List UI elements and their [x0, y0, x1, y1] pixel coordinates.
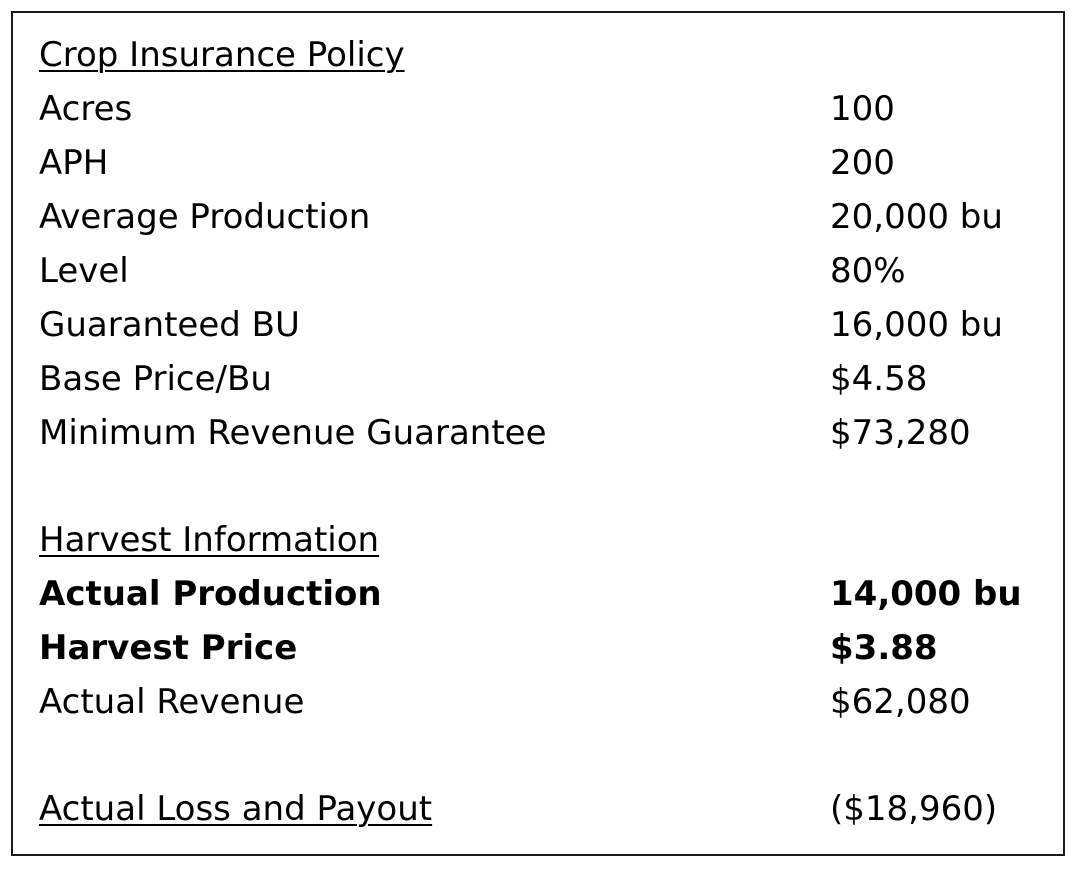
row-label: Actual Revenue: [39, 682, 305, 722]
row-value: 100: [830, 89, 895, 129]
row-value: $3.88: [830, 628, 938, 668]
row-label: Level: [39, 251, 129, 291]
row-value: 14,000 bu: [830, 574, 1022, 614]
table-row: [39, 624, 1049, 672]
harvest-heading-row: [39, 516, 1049, 564]
policy-heading: Crop Insurance Policy: [39, 35, 405, 75]
row-value: 200: [830, 143, 895, 183]
table-row: [39, 85, 1049, 133]
result-value: ($18,960): [830, 789, 998, 829]
table-row: [39, 409, 1049, 457]
row-label: APH: [39, 143, 109, 183]
row-value: $4.58: [830, 359, 928, 399]
result-row: [39, 785, 1049, 833]
table-row: [39, 139, 1049, 187]
row-label: Actual Production: [39, 574, 382, 614]
row-label: Average Production: [39, 197, 371, 237]
row-value: 80%: [830, 251, 906, 291]
table-row: [39, 355, 1049, 403]
row-label: Minimum Revenue Guarantee: [39, 413, 547, 453]
table-row: [39, 247, 1049, 295]
table-row: [39, 193, 1049, 241]
table-row: [39, 301, 1049, 349]
row-label: Harvest Price: [39, 628, 298, 668]
row-value: $62,080: [830, 682, 971, 722]
row-value: 20,000 bu: [830, 197, 1003, 237]
policy-heading-row: [39, 31, 1049, 79]
row-value: 16,000 bu: [830, 305, 1003, 345]
row-label: Acres: [39, 89, 133, 129]
table-row: [39, 570, 1049, 618]
table-row: [39, 678, 1049, 726]
row-label: Base Price/Bu: [39, 359, 272, 399]
result-label: Actual Loss and Payout: [39, 789, 433, 829]
row-value: $73,280: [830, 413, 971, 453]
row-label: Guaranteed BU: [39, 305, 300, 345]
harvest-heading: Harvest Information: [39, 520, 380, 560]
